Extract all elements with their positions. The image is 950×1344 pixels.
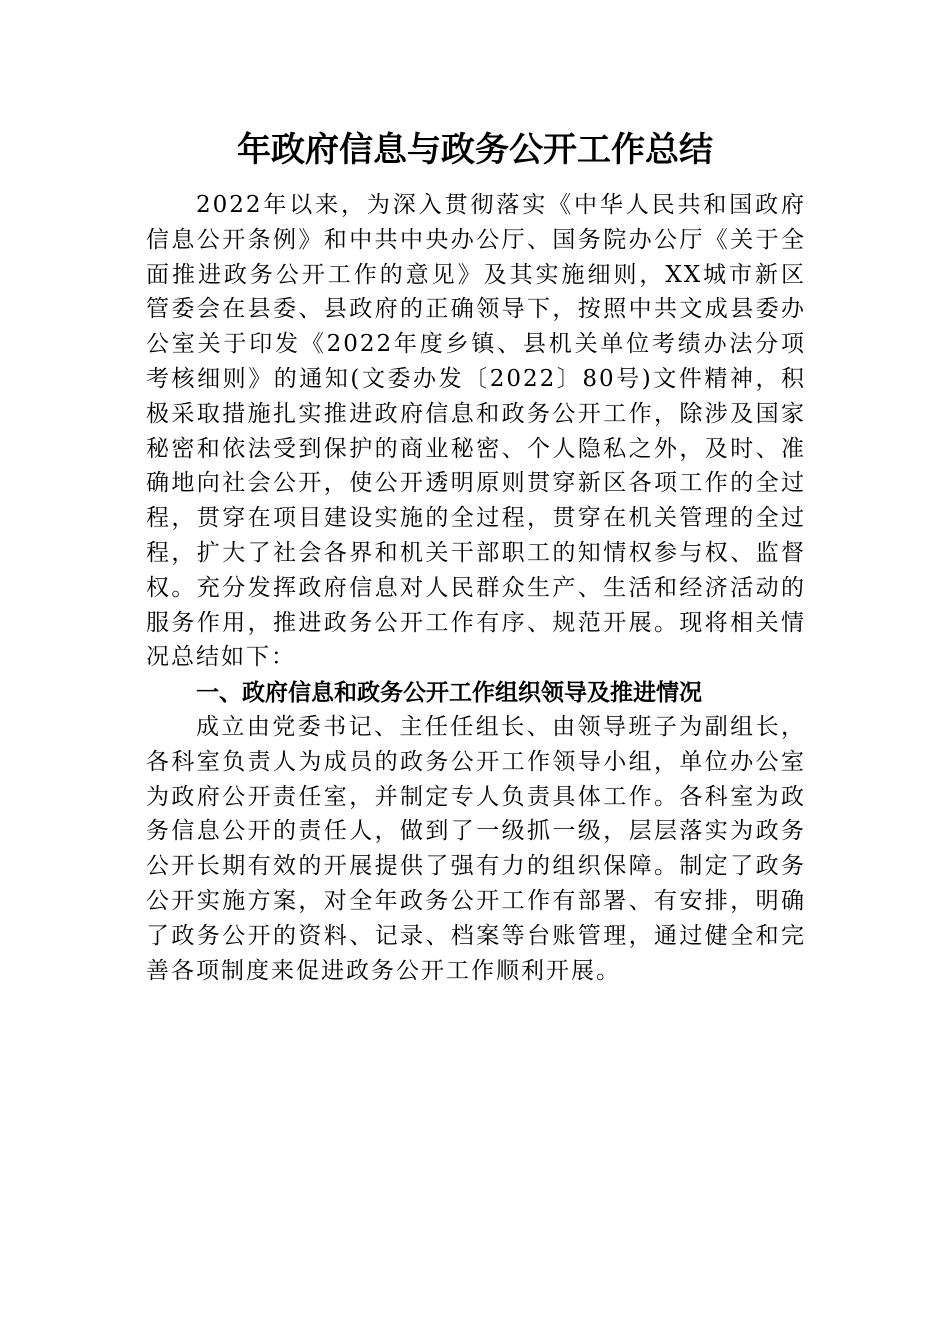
intro-paragraph: 2022年以来，为深入贯彻落实《中华人民共和国政府信息公开条例》和中共中央办公厅、国务院办公厅《关于全面推进政务公开工作的意见》及其实施细则，XX城市新区管委会在县委、县政府的正确领导下，按照中共文成县委办公室关于印发《2022年度乡镇、县机关单位考绩办法分项考核细则》的通知(文委办发〔2022〕80号)文件精神，积极采取措施扎实推进政府信息和政务公开工作，除涉及国家秘密和依法受到保护的商业秘密、个人隐私之外，及时、准确地向社会公开，使公开透明原则贯穿新区各项工作的全过程，贯穿在项目建设实施的全过程，贯穿在机关管理的全过程，扩大了社会各界和机关干部职工的知情权参与权、监督权。充分发挥政府信息对人民群众生产、生活和经济活动的服务作用，推进政务公开工作有序、规范开展。现将相关情况总结如下： [146, 192, 806, 671]
document-title: 年政府信息与政务公开工作总结 [237, 130, 713, 170]
section-paragraph: 成立由党委书记、主任任组长、由领导班子为副组长，各科室负责人为成员的政务公开工作领导小组，单位办公室为政府公开责任室，并制定专人负责具体工作。各科室为政务信息公开的责任人，做到了一级抓一级，层层落实为政务公开长期有效的开展提供了强有力的组织保障。制定了政务公开实施方案，对全年政务公开工作有部署、有安排，明确了政务公开的资料、记录、档案等台账管理，通过健全和完善各项制度来促进政务公开工作顺利开展。 [146, 714, 806, 984]
section-heading: 一、政府信息和政务公开工作组织领导及推进情况 [196, 680, 702, 706]
